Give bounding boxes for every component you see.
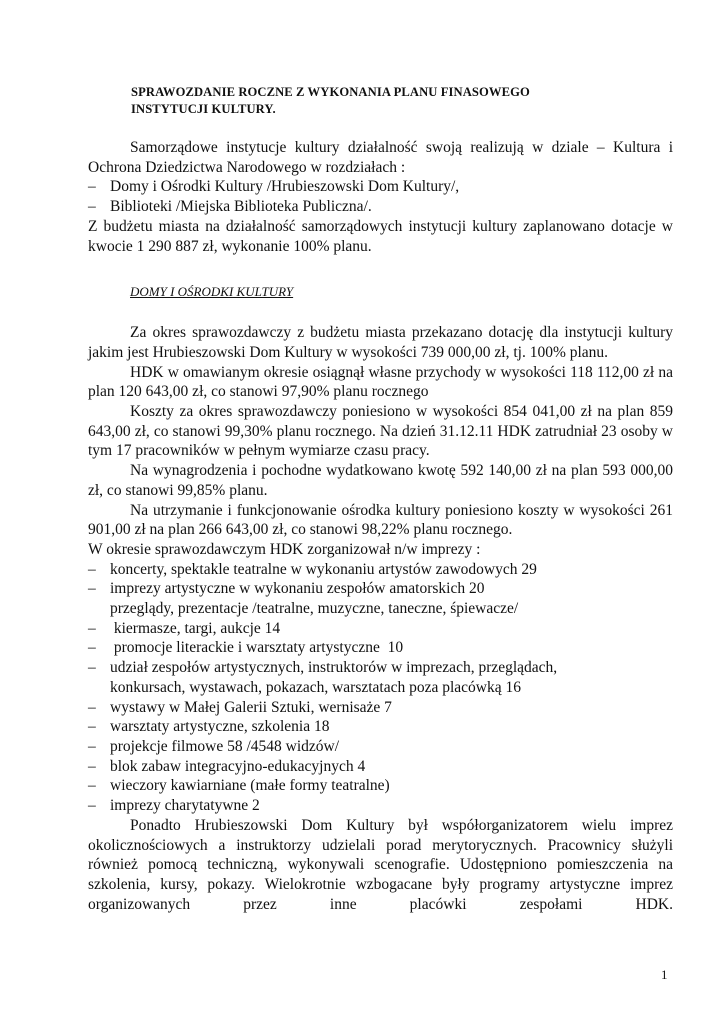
document-heading — [131, 84, 651, 118]
event-item-text: koncerty, spektakle teatralne w wykonaniu artystów zawodowych 29 — [110, 560, 537, 578]
section-paragraph: Koszty za okres sprawozdawczy poniesiono w wysokości 854 041,00 zł na plan 859 643,00 zł, co stanowi 99,30% planu rocznego. Na dzień 31.12.11 HDK zatrudniał 23 osoby w tym 17 pracowników w pełnym wymiarze czasu pracy. — [88, 403, 673, 460]
event-item-text: imprezy charytatywne 2 — [110, 797, 260, 815]
event-item-text: blok zabaw integracyjno-edukacyjnych 4 — [110, 757, 366, 775]
dash-bullet: – — [88, 698, 96, 716]
event-item — [88, 717, 673, 737]
dash-bullet: – — [88, 560, 96, 578]
list-item-text: Biblioteki /Miejska Biblioteka Publiczna/. — [110, 198, 372, 216]
event-item — [88, 658, 673, 678]
event-item-text: wystawy w Małej Galerii Sztuki, wernisaże 7 — [110, 698, 392, 716]
event-item — [88, 619, 673, 639]
section-paragraph: Na wynagrodzenia i pochodne wydatkowano kwotę 592 140,00 zł na plan 593 000,00 zł, co stanowi 99,85% planu. — [88, 462, 673, 499]
event-item — [88, 560, 673, 580]
document-body — [88, 138, 673, 914]
dash-bullet: – — [88, 619, 96, 637]
event-item-text: udział zespołów artystycznych, instruktorów w imprezach, przeglądach, — [110, 659, 558, 677]
event-item-text: wieczory kawiarniane (małe formy teatralne) — [110, 777, 390, 795]
event-item-text: projekcje filmowe 58 /4548 widzów/ — [110, 737, 340, 755]
dash-bullet: – — [88, 757, 96, 775]
section-paragraph: Na utrzymanie i funkcjonowanie ośrodka kultury poniesiono koszty w wysokości 261 901,00 zł na plan 266 643,00 zł, co stanowi 98,22% planu rocznego. — [88, 501, 673, 539]
closing-paragraph: Ponadto Hrubieszowski Dom Kultury był współorganizatorem wielu imprez okolicznościowych a instruktorzy udzielali porad merytorycznych. Pracownicy służyli również pomocą techniczną, wykonywali scenografie. Udostępniono pomieszczenia na szkolenia, kursy, pokazy. Wielokrotnie wzbogacane były programy artystyczne imprez organizowanych przez inne placówki zespołami HDK. — [88, 816, 673, 913]
dash-bullet: – — [88, 639, 96, 657]
dash-bullet: – — [88, 737, 96, 755]
section-title: DOMY I OŚRODKI KULTURY — [130, 284, 294, 300]
event-item — [88, 698, 673, 718]
intro-paragraph: Samorządowe instytucje kultury działalność swoją realizują w dziale – Kultura i Ochrona Dziedzictwa Narodowego w rozdziałach : — [88, 139, 673, 176]
event-item — [88, 579, 673, 599]
event-item — [88, 757, 673, 777]
list-item — [88, 197, 673, 217]
dash-bullet: – — [88, 178, 96, 196]
event-item — [88, 737, 673, 757]
section-paragraph: Za okres sprawozdawczy z budżetu miasta przekazano dotację dla instytucji kultury jakim jest Hrubieszowski Dom Kultury w wysokości 739 000,00 zł, tj. 100% planu. — [88, 324, 673, 361]
event-item-text: warsztaty artystyczne, szkolenia 18 — [110, 718, 330, 736]
budget-paragraph: Z budżetu miasta na działalność samorządowych instytucji kultury zaplanowano dotacje w kwocie 1 290 887 zł, wykonanie 100% planu. — [88, 217, 673, 255]
dash-bullet: – — [88, 198, 96, 216]
dash-bullet: – — [88, 777, 96, 795]
event-item-text: imprezy artystyczne w wykonaniu zespołów amatorskich 20 — [110, 580, 485, 598]
event-item-continuation: konkursach, wystawach, pokazach, warsztatach poza placówką 16 — [110, 678, 522, 696]
list-item-text: Domy i Ośrodki Kultury /Hrubieszowski Dom Kultury/, — [110, 178, 460, 196]
event-item-continuation: przeglądy, prezentacje /teatralne, muzyczne, taneczne, śpiewacze/ — [110, 600, 519, 618]
events-intro: W okresie sprawozdawczym HDK zorganizował n/w imprezy : — [88, 540, 481, 558]
event-item — [88, 638, 673, 658]
dash-bullet: – — [88, 718, 96, 736]
event-item — [88, 796, 673, 816]
dash-bullet: – — [88, 659, 96, 677]
dash-bullet: – — [88, 580, 96, 598]
event-item-text: kiermasze, targi, aukcje 14 — [110, 619, 281, 637]
heading-line-1: SPRAWOZDANIE ROCZNE Z WYKONANIA PLANU FINASOWEGO — [131, 85, 530, 99]
section-paragraph: HDK w omawianym okresie osiągnął własne przychody w wysokości 118 112,00 zł na plan 120 643,00 zł, co stanowi 97,90% planu rocznego — [88, 363, 673, 401]
page-number: 1 — [661, 967, 668, 982]
list-item — [88, 177, 673, 197]
heading-line-2: INSTYTUCJI KULTURY. — [131, 102, 276, 116]
event-item-text: promocje literackie i warsztaty artystyczne 10 — [110, 639, 404, 657]
event-item — [88, 776, 673, 796]
dash-bullet: – — [88, 797, 96, 815]
